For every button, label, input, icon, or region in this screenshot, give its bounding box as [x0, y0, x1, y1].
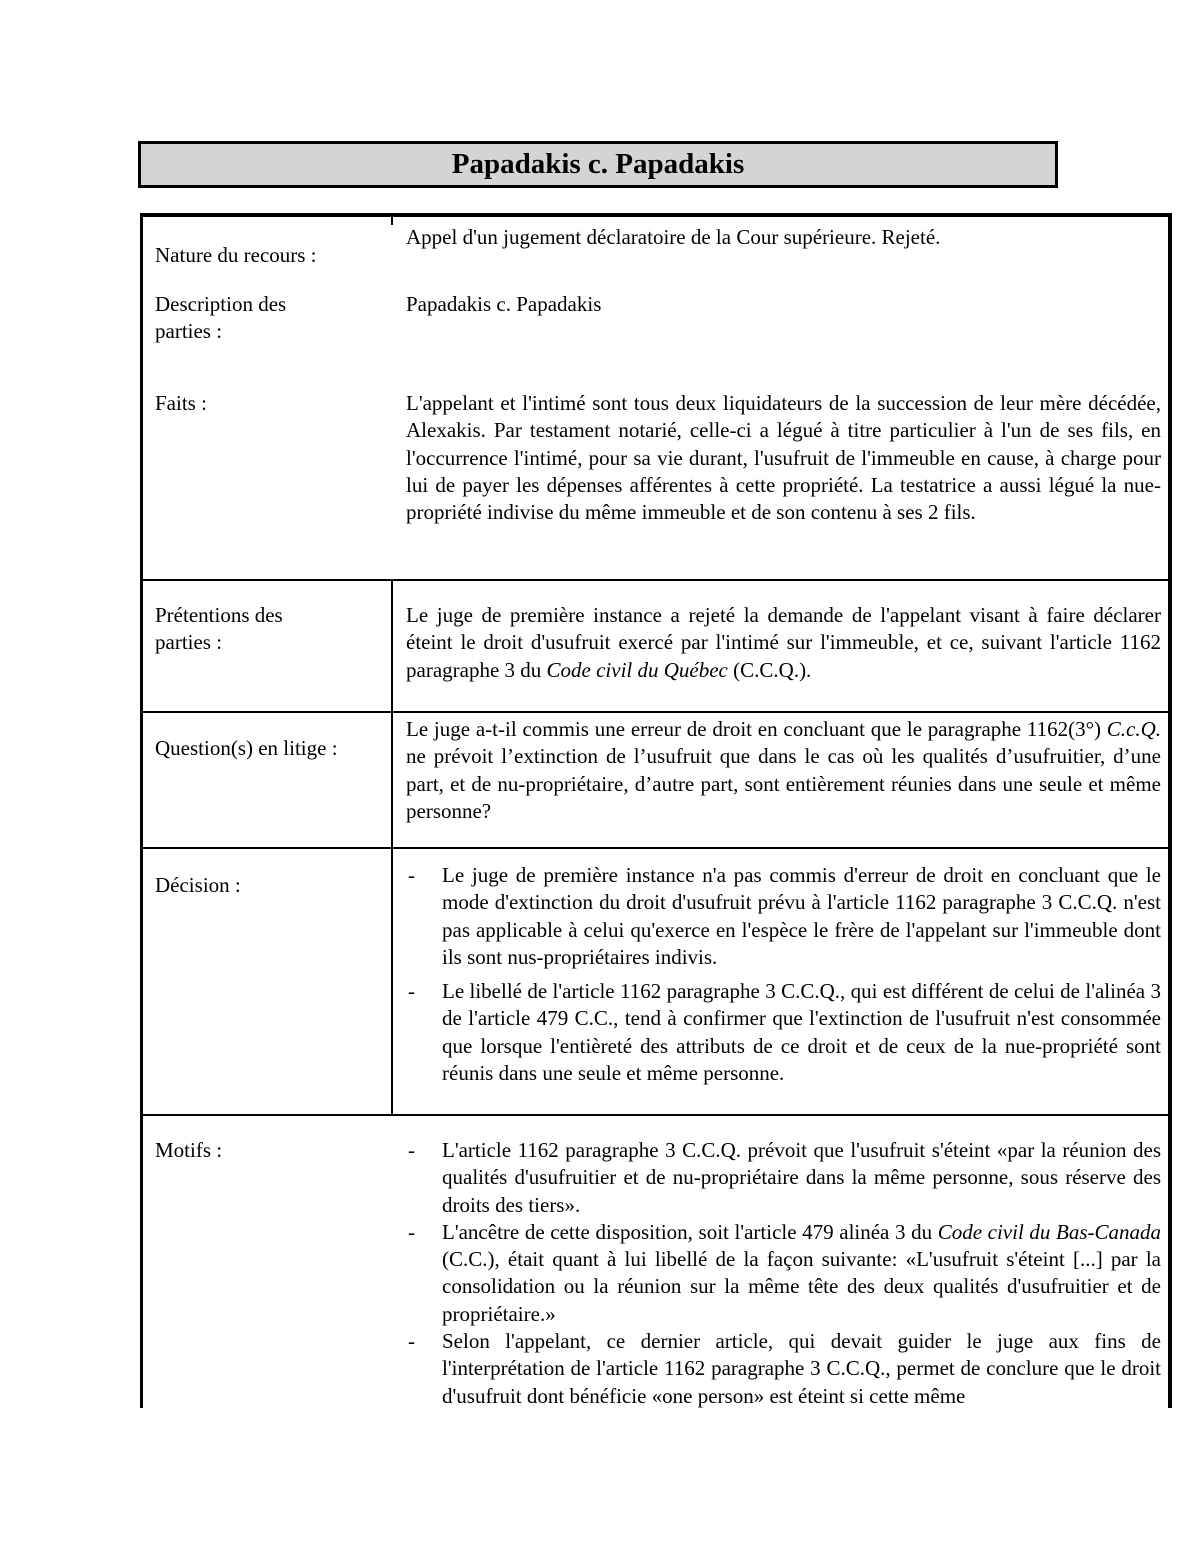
row-divider — [143, 1114, 1168, 1116]
motifs-bullet: - Selon l'appelant, ce dernier article, qui devait guider le juge aux fins de l'interprétation de l'article 1162 paragraphe 3 C.C.Q., permet de conclure que le droit d'usufruit dont bénéficie «one person» est éteint si cette même — [406, 1328, 1161, 1410]
motifs-bullet: - L'ancêtre de cette disposition, soit l'article 479 alinéa 3 du Code civil du Bas-Canada (C.C.), était quant à lui libellé de la façon suivante: «L'usufruit s'éteint [...] par la consolidation ou la réunion sur la même tête des deux qualités d'usufruitier et de propriétaire.» — [406, 1219, 1161, 1328]
label-faits: Faits : — [155, 391, 207, 415]
label-motifs: Motifs : — [155, 1138, 223, 1162]
content-pretentions-des-parties: Le juge de première instance a rejeté la demande de l'appelant visant à faire déclarer éteint le droit d'usufruit exercé par l'intimé sur l'immeuble, et ce, suivant l'article 1162 paragraphe 3 du Code civil du Québec (C.C.Q.). — [406, 603, 1161, 682]
label-pretentions-des-parties: Prétentions des parties : — [155, 603, 283, 655]
label-description-des-parties: Description des parties : — [155, 292, 287, 344]
content-decision — [406, 862, 1161, 1087]
content-faits: L'appelant et l'intimé sont tous deux liquidateurs de la succession de leur mère décédée, Alexakis. Par testament notarié, celle-ci a légué à titre particulier à l'un de ses fils, en l'occurrence l'intimé, pour sa vie durant, l'usufruit de l'immeuble en cause, à charge pour lui de payer les dépenses afférentes à cette propriété. La testatrice a aussi légué la nue-propriété indivise du même immeuble et de son contenu à ses 2 fils. — [406, 391, 1161, 525]
content-questions-en-litige: Le juge a-t-il commis une erreur de droit en concluant que le paragraphe 1162(3°) C.c.Q. ne prévoit l’extinction de l’usufruit que dans le cas où les qualités d’usufruitier, d’une part, et de nu-propriétaire, d’autre part, sont entièrement réunies dans une seule et même personne? — [406, 717, 1161, 823]
content-description-des-parties: Papadakis c. Papadakis — [406, 292, 602, 316]
label-decision: Décision : — [155, 873, 241, 897]
label-nature-du-recours: Nature du recours : — [155, 243, 317, 267]
content-motifs — [406, 1137, 1161, 1410]
column-divider — [391, 579, 393, 1114]
column-divider — [391, 217, 393, 225]
decision-bullet: - Le libellé de l'article 1162 paragraphe 3 C.C.Q., qui est différent de celui de l'alinéa 3 de l'article 479 C.C., tend à confirmer que l'extinction de l'usufruit n'est consommée que lorsque l'entièreté des attributs de ce droit et de ceux de la nue-propriété sont réunis dans une seule et même personne. — [406, 978, 1161, 1087]
decision-bullet: - Le juge de première instance n'a pas commis d'erreur de droit en concluant que le mode d'extinction du droit d'usufruit prévu à l'article 1162 paragraphe 3 C.C.Q. n'est pas applicable à celui qu'exerce en l'espèce le frère de l'appelant sur l'immeuble dont ils sont nus-propriétaires indivis. — [406, 862, 1161, 971]
label-questions-en-litige: Question(s) en litige : — [155, 736, 338, 760]
content-nature-du-recours: Appel d'un jugement déclaratoire de la Cour supérieure. Rejeté. — [406, 225, 941, 249]
motifs-bullet: - L'article 1162 paragraphe 3 C.C.Q. prévoit que l'usufruit s'éteint «par la réunion des qualités d'usufruitier et de nu-propriétaire dans la même personne, sous réserve des droits des tiers». — [406, 1137, 1161, 1219]
page-title: Papadakis c. Papadakis — [138, 141, 1058, 188]
row-divider — [143, 711, 1168, 713]
case-summary-table — [140, 213, 1172, 1408]
row-divider — [143, 847, 1168, 849]
row-divider — [143, 579, 1168, 581]
